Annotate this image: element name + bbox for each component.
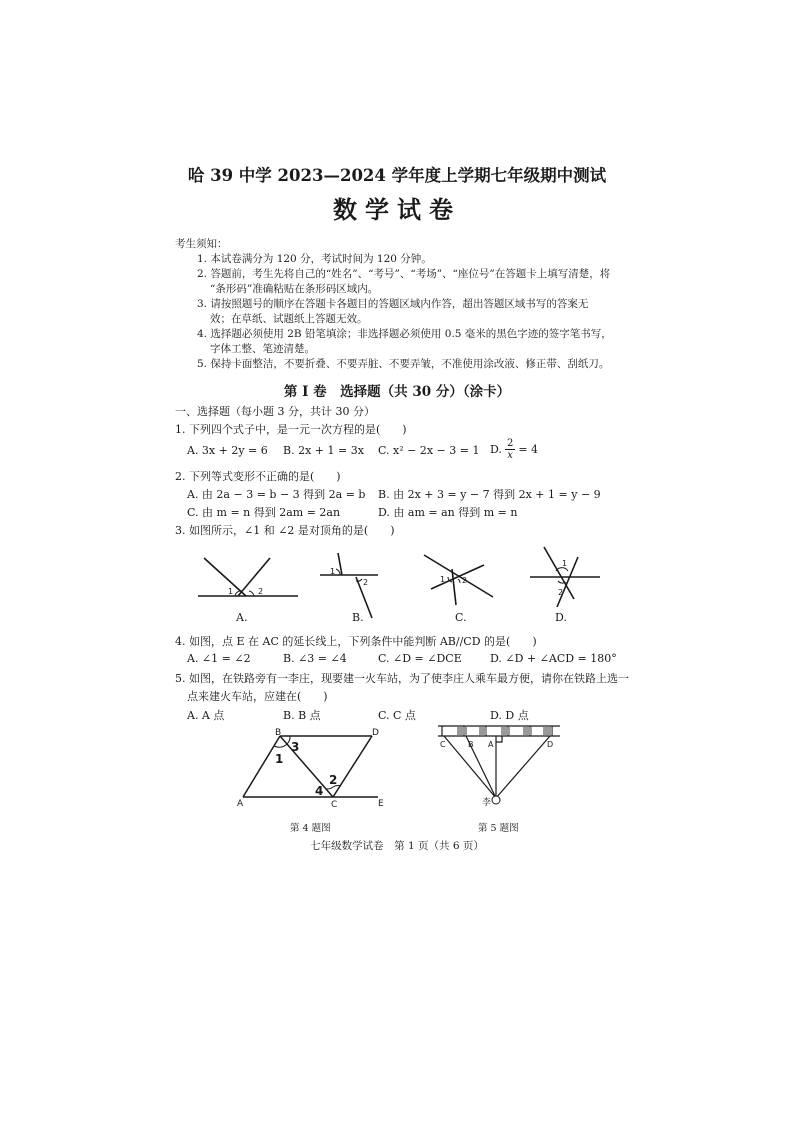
q1-d-prefix: D. bbox=[490, 443, 502, 456]
q3-label-d: D. bbox=[555, 611, 567, 624]
fig4-angle-2: 2 bbox=[329, 773, 338, 787]
q3-d-angle-1: 1 bbox=[562, 559, 568, 568]
q3-figure-b bbox=[320, 553, 378, 618]
q2-option-a: A. 由 2a − 3 = b − 3 得到 2a = b bbox=[187, 488, 366, 501]
fig5-point-d: D bbox=[547, 740, 554, 749]
q1-option-d bbox=[490, 438, 538, 461]
q3-label-b: B. bbox=[352, 611, 364, 624]
q5-stem-line2: 点来建火车站，应建在( ) bbox=[187, 690, 328, 703]
fig4-point-d: D bbox=[372, 728, 379, 738]
q2-option-c: C. 由 m = n 得到 2am = 2an bbox=[187, 506, 341, 519]
notice-item-4-cont: 字体工整、笔迹清楚。 bbox=[210, 343, 315, 355]
fig5-village-point bbox=[492, 796, 500, 804]
q1-option-a: A. 3x + 2y = 6 bbox=[187, 444, 268, 457]
section-title: 第 Ⅰ 卷 选择题（共 30 分）（涂卡） bbox=[283, 384, 511, 400]
fig4-point-c: C bbox=[331, 800, 338, 810]
q3-d-angle-2: 2 bbox=[558, 588, 564, 597]
q2-option-b: B. 由 2x + 3 = y − 7 得到 2x + 1 = y − 9 bbox=[378, 488, 601, 501]
fig5-lines bbox=[444, 736, 550, 798]
q5-stem-line1: 5. 如图，在铁路旁有一李庄，现要建一火车站，为了使李庄人乘车最方便，请你在铁路上选一 bbox=[175, 672, 629, 685]
q4-option-a: A. ∠1 = ∠2 bbox=[187, 652, 251, 665]
q3-figures bbox=[190, 545, 610, 625]
q3-c-angle-2: 2 bbox=[462, 576, 468, 585]
fig4-angle-1: 1 bbox=[275, 752, 284, 766]
fig5-point-b: B bbox=[468, 740, 474, 749]
q4-option-b: B. ∠3 = ∠4 bbox=[283, 652, 347, 665]
q3-b-angle-1: 1 bbox=[330, 567, 336, 576]
q5-option-b: B. B 点 bbox=[283, 709, 321, 722]
q3-figure-a bbox=[198, 558, 298, 596]
q4-option-c: C. ∠D = ∠DCE bbox=[378, 652, 462, 665]
q5-option-a: A. A 点 bbox=[187, 709, 225, 722]
notice-item-2-cont: “条形码”准确粘贴在条形码区域内。 bbox=[210, 283, 379, 295]
q1-d-fraction bbox=[505, 438, 515, 461]
notice-item-1: 1. 本试卷满分为 120 分，考试时间为 120 分钟。 bbox=[197, 253, 432, 265]
notice-item-3: 3. 请按照题号的顺序在答题卡各题目的答题区域内作答，超出答题区域书写的答案无 bbox=[197, 298, 589, 310]
q1-d-numerator: 2 bbox=[506, 438, 514, 449]
q1-stem: 1. 下列四个式子中，是一元一次方程的是( ) bbox=[175, 423, 407, 436]
q3-b-angle-2: 2 bbox=[363, 578, 369, 587]
q1-d-suffix: = 4 bbox=[518, 443, 539, 456]
fig5-village-label: 李 bbox=[482, 798, 492, 808]
q3-label-a: A. bbox=[236, 611, 248, 624]
fig4-diagram bbox=[230, 726, 400, 811]
q3-c-angle-1: 1 bbox=[440, 575, 446, 584]
q1-d-denominator: x bbox=[507, 450, 513, 461]
fig4-point-b: B bbox=[275, 728, 282, 738]
notice-heading: 考生须知： bbox=[175, 238, 228, 250]
part-heading: 一、选择题（每小题 3 分，共计 30 分） bbox=[175, 405, 375, 418]
fig5-caption: 第 5 题图 bbox=[478, 823, 519, 834]
q3-a-angle-1: 1 bbox=[228, 587, 234, 596]
q5-option-d: D. D 点 bbox=[490, 709, 529, 722]
q2-stem: 2. 下列等式变形不正确的是( ) bbox=[175, 470, 341, 483]
fig5-diagram bbox=[430, 720, 570, 810]
q1-option-b: B. 2x + 1 = 3x bbox=[283, 444, 364, 457]
q2-option-d: D. 由 am = an 得到 m = n bbox=[378, 506, 518, 519]
notice-item-3-cont: 效；在草纸、试题纸上答题无效。 bbox=[210, 313, 368, 325]
fig4-caption: 第 4 题图 bbox=[290, 823, 331, 834]
notice-item-2: 2. 答题前，考生先将自己的“姓名”、“考号”、“考场”、“座位号”在答题卡上填写清楚，将 bbox=[197, 268, 611, 280]
exam-subtitle: 数学试卷 bbox=[333, 195, 461, 224]
q3-stem: 3. 如图所示，∠1 和 ∠2 是对顶角的是( ) bbox=[175, 524, 395, 537]
fig5-point-c: C bbox=[440, 740, 446, 749]
q3-label-c: C. bbox=[455, 611, 467, 624]
fig5-point-a: A bbox=[488, 740, 494, 749]
fig4-angle-3: 3 bbox=[291, 740, 300, 754]
q3-figure-c bbox=[424, 555, 493, 605]
fig4-point-e: E bbox=[378, 799, 384, 809]
q3-a-angle-2: 2 bbox=[258, 587, 264, 596]
q1-option-c: C. x² − 2x − 3 = 1 bbox=[378, 444, 480, 457]
exam-title: 哈 39 中学 2023—2024 学年度上学期七年级期中测试 bbox=[187, 166, 607, 185]
fig5-railway bbox=[438, 726, 560, 736]
fig4-point-a: A bbox=[237, 799, 244, 809]
fig4-angle-4: 4 bbox=[315, 784, 324, 798]
notice-item-4: 4. 选择题必须使用 2B 铅笔填涂；非选择题必须使用 0.5 毫米的黑色字迹的签字笔书写， bbox=[197, 328, 612, 340]
q3-figure-d bbox=[530, 547, 600, 607]
q5-option-c: C. C 点 bbox=[378, 709, 416, 722]
notice-item-5: 5. 保持卡面整洁，不要折叠、不要弄脏、不要弄皱，不准使用涂改液、修正带、刮纸刀。 bbox=[197, 358, 610, 370]
q4-stem: 4. 如图，点 E 在 AC 的延长线上，下列条件中能判断 AB//CD 的是( ) bbox=[175, 635, 537, 648]
q4-option-d: D. ∠D + ∠ACD = 180° bbox=[490, 652, 617, 665]
page-footer: 七年级数学试卷 第 1 页（共 6 页） bbox=[310, 840, 484, 852]
